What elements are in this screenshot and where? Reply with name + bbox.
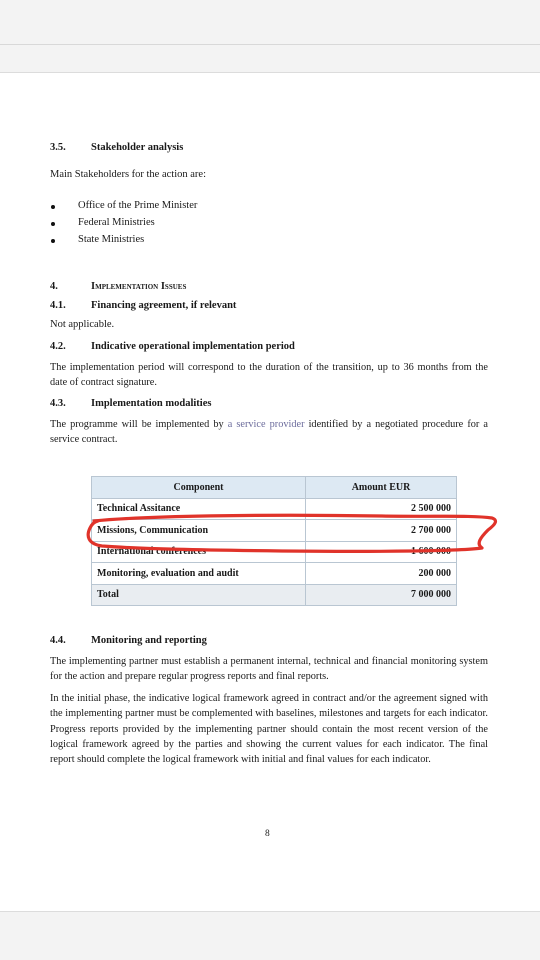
amount-cell: 2 500 000 [306, 498, 457, 520]
table-header-row [92, 477, 457, 499]
top-band-divider [0, 44, 540, 45]
section-number-3-5: 3.5. [50, 142, 66, 153]
table-total-row [92, 584, 457, 606]
bullet-icon [51, 205, 55, 209]
stakeholders-intro: Main Stakeholders for the action are: [50, 169, 206, 180]
total-amount-cell: 7 000 000 [306, 584, 457, 606]
component-cell: Monitoring, evaluation and audit [92, 563, 306, 585]
modalities-text-part: identified by a negotiated procedure for a service contract. [50, 419, 488, 446]
implementation-modalities-text [50, 417, 488, 448]
service-provider-link[interactable]: a service provider [227, 419, 305, 430]
total-label-cell: Total [92, 584, 306, 606]
component-cell: Technical Assitance [92, 498, 306, 520]
section-title-monitoring-reporting: Monitoring and reporting [91, 635, 207, 646]
section-number-4-4: 4.4. [50, 635, 66, 646]
implementation-period-text: The implementation period will correspond to the duration of the transition, up to 36 months from the date of contract signature. [50, 362, 488, 389]
column-header-component: Component [92, 477, 306, 499]
stakeholder-item: Office of the Prime Minister [78, 200, 198, 211]
annotation-stroke [88, 515, 495, 551]
section-title-implementation-modalities: Implementation modalities [91, 398, 212, 409]
stakeholder-item: Federal Ministries [78, 217, 155, 228]
amount-cell: 200 000 [306, 563, 457, 585]
component-cell: Missions, Communication [92, 520, 306, 542]
page-number: 8 [265, 829, 270, 839]
stakeholder-item: State Ministries [78, 234, 145, 245]
section-number-4-1: 4.1. [50, 300, 66, 311]
section-title-implementation-issues: Implementation Issues [91, 281, 187, 292]
section-number-4-2: 4.2. [50, 341, 66, 352]
section-number-4: 4. [50, 281, 58, 292]
section-title-implementation-period: Indicative operational implementation period [91, 341, 295, 352]
bullet-icon [51, 222, 55, 226]
amount-cell: 1 600 000 [306, 541, 457, 563]
bullet-icon [51, 239, 55, 243]
table-row [92, 563, 457, 585]
section-number-4-3: 4.3. [50, 398, 66, 409]
monitoring-paragraph-2: In the initial phase, the indicative logical framework agreed in contract and/or the agreement signed with the implementing partner must be complemented with baselines, milestones and targets for each indicator. Progress reports provided by the implementing partner should contain the most recent version of the logical framework agreed by the parties and showing the current values for each indicator. The final report should complete the logical framework with initial and final values for each indicator. [50, 693, 488, 766]
red-annotation-loop [82, 508, 502, 554]
component-cell: International conferences [92, 541, 306, 563]
modalities-text-part: The programme will be implemented by [50, 419, 228, 430]
financing-text: Not applicable. [50, 319, 115, 330]
column-header-amount: Amount EUR [306, 477, 457, 499]
section-title-stakeholder-analysis: Stakeholder analysis [91, 142, 184, 153]
monitoring-paragraph-1: The implementing partner must establish a permanent internal, technical and financial monitoring system for the action and prepare regular progress reports and final reports. [50, 656, 488, 683]
amount-cell: 2 700 000 [306, 520, 457, 542]
document-page[interactable] [0, 72, 540, 912]
top-band [0, 0, 540, 44]
section-title-financing-agreement: Financing agreement, if relevant [91, 300, 237, 311]
